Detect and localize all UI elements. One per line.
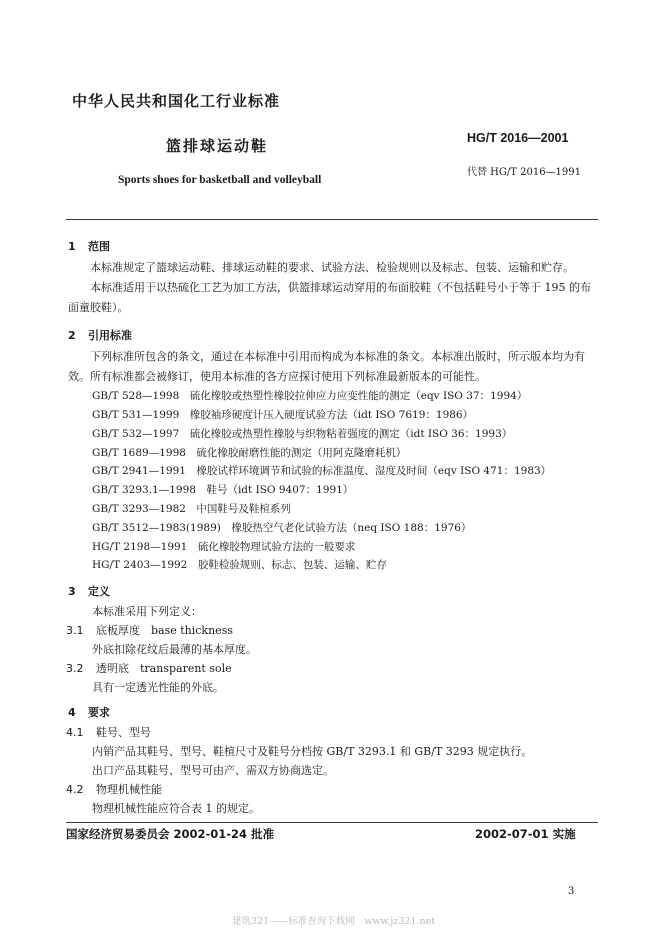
section-1-body: [68, 258, 598, 318]
clause-number: 4.1: [66, 726, 84, 739]
definition-3-2: [66, 660, 232, 676]
section-3-heading: [68, 583, 110, 599]
section-number: 3: [68, 585, 76, 598]
section-title: 范围: [88, 240, 110, 253]
definition-text: 外底扣除花纹后最薄的基本厚度。: [92, 643, 257, 656]
section-2-heading: [68, 327, 132, 343]
definition-intro: 本标准采用下列定义：: [92, 605, 202, 618]
clause-title: 鞋号、型号: [96, 726, 151, 739]
standard-category: 中华人民共和国化工行业标准: [72, 92, 281, 110]
section-4-heading: [68, 704, 110, 720]
reference-item: GB/T 3512—1983(1989) 橡胶热空气老化试验方法（neq ISO 188：1976）: [92, 522, 472, 534]
issue-date: 国家经济贸易委员会 2002-01-24 批准: [66, 827, 275, 841]
clause-number: 4.2: [66, 783, 84, 796]
clause-title: 物理机械性能: [96, 783, 162, 796]
paragraph: 下列标准所包含的条文，通过在本标准中引用而构成为本标准的条文。本标准出版时，所示版本均为有效。所有标准都会被修订，使用本标准的各方应探讨使用下列标准最新版本的可能性。: [68, 350, 585, 383]
definition-text: 具有一定透光性能的外底。: [92, 681, 224, 694]
reference-item: HG/T 2403—1992 胶鞋检验规则、标志、包装、运输、贮存: [92, 559, 387, 571]
header-rule: [66, 219, 598, 220]
requirement-4-2: [66, 781, 162, 797]
reference-item: HG/T 2198—1991 硫化橡胶物理试验方法的一般要求: [92, 541, 356, 553]
requirement-4-1: [66, 724, 151, 740]
page-number: 3: [568, 886, 575, 897]
definition-3-1: [66, 622, 233, 638]
requirement-text: 出口产品其鞋号、型号可由产、需双方协商选定。: [92, 764, 334, 777]
definition-term: 底板厚度 base thickness: [96, 624, 233, 637]
paragraph: 本标准适用于以热硫化工艺为加工方法，供篮排球运动穿用的布面胶鞋（不包括鞋号小于等于 195 的布面童胶鞋）。: [68, 281, 591, 314]
section-title: 引用标准: [88, 329, 132, 342]
clause-number: 3.2: [66, 662, 84, 675]
implementation-date: 2002-07-01 实施: [475, 827, 576, 841]
reference-item: GB/T 1689—1998 硫化橡胶耐磨性能的测定（用阿克隆磨耗机）: [92, 447, 407, 459]
title-en: Sports shoes for basketball and volleyball: [118, 174, 322, 186]
section-1-heading: [68, 238, 110, 254]
section-number: 1: [68, 240, 76, 253]
requirement-text: 内销产品其鞋号、型号、鞋楦尺寸及鞋号分档按 GB/T 3293.1 和 GB/T 3293 规定执行。: [92, 745, 533, 758]
section-number: 4: [68, 706, 76, 719]
section-number: 2: [68, 329, 76, 342]
section-2-intro: [68, 347, 598, 387]
reference-item: GB/T 532—1997 硫化橡胶或热塑性橡胶与织物粘着强度的测定（idt ISO 36：1993）: [92, 428, 513, 440]
reference-item: GB/T 3293—1982 中国鞋号及鞋楦系列: [92, 503, 291, 515]
reference-item: GB/T 531—1999 橡胶袖珍硬度计压入硬度试验方法（idt ISO 7619：1986）: [92, 409, 474, 421]
watermark-text: 建筑321——标准查询下载网 www.jz321.net: [232, 916, 436, 927]
footer-rule: [66, 822, 598, 823]
title-zh: 篮排球运动鞋: [166, 137, 269, 155]
reference-item: GB/T 3293.1—1998 鞋号（idt ISO 9407：1991）: [92, 484, 354, 496]
reference-item: GB/T 528—1998 硫化橡胶或热塑性橡胶拉伸应力应变性能的测定（eqv ISO 37：1994）: [92, 390, 528, 402]
paragraph: 本标准规定了篮球运动鞋、排球运动鞋的要求、试验方法、检验规则以及标志、包装、运输和贮存。: [90, 261, 574, 274]
replaces-note: 代替 HG/T 2016—1991: [467, 167, 582, 178]
clause-number: 3.1: [66, 624, 84, 637]
reference-item: GB/T 2941—1991 橡胶试样环境调节和试验的标准温度、湿度及时间（eqv ISO 471：1983）: [92, 465, 552, 477]
standard-code: HG/T 2016—2001: [467, 131, 569, 145]
section-title: 要求: [88, 706, 110, 719]
definition-term: 透明底 transparent sole: [96, 662, 232, 675]
section-title: 定义: [88, 585, 110, 598]
requirement-text: 物理机械性能应符合表 1 的规定。: [92, 802, 260, 815]
